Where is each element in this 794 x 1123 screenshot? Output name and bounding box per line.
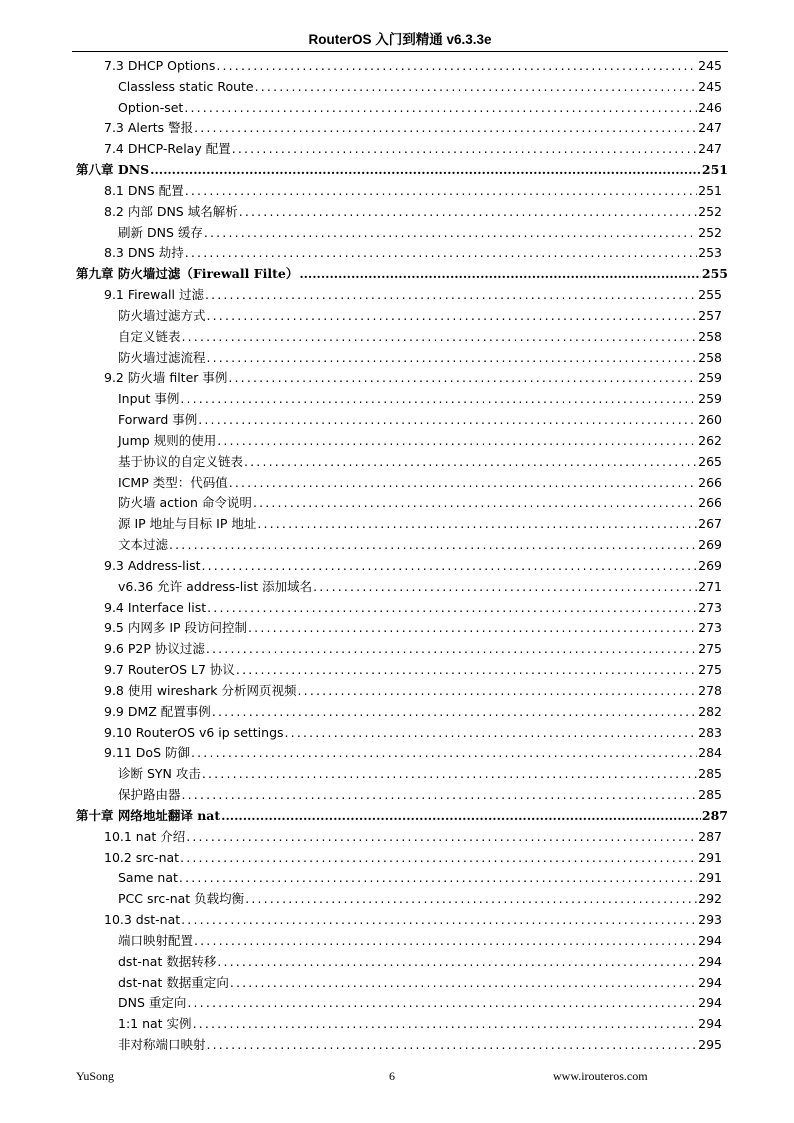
- toc-entry-title: 9.11 DoS 防御: [104, 745, 190, 761]
- toc-entry-level-2[interactable]: [104, 702, 722, 723]
- toc-entry-page: 258: [698, 328, 722, 344]
- toc-entry-title: Classless static Route: [118, 78, 254, 94]
- toc-entry-page: 287: [698, 828, 722, 844]
- toc-entry-title: dst-nat 数据重定向: [118, 974, 229, 990]
- footer-author: YuSong: [76, 1069, 115, 1083]
- toc-entry-page: 267: [698, 516, 722, 532]
- toc-entry-page: 275: [698, 662, 722, 678]
- toc-entry-page: 265: [698, 453, 722, 469]
- toc-entry-level-1[interactable]: [76, 264, 728, 285]
- toc-entry-level-3[interactable]: [118, 431, 722, 452]
- toc-entry-page: 285: [698, 787, 722, 803]
- toc-entry-level-3[interactable]: [118, 493, 722, 514]
- toc-entry-page: 247: [698, 141, 722, 157]
- toc-entry-title: DNS 重定向: [118, 995, 187, 1011]
- toc-entry-title: 9.4 Interface list: [104, 599, 207, 615]
- toc-entry-title: 非对称端口映射: [118, 1037, 206, 1052]
- toc-dot-leader: [205, 285, 697, 306]
- toc-entry-title: 9.1 Firewall 过滤: [104, 287, 204, 303]
- toc-entry-page: 282: [698, 703, 722, 719]
- toc-dot-leader: [194, 931, 697, 952]
- toc-entry-level-3[interactable]: [118, 952, 722, 973]
- toc-entry-page: 275: [698, 641, 722, 657]
- header-rule: [72, 51, 728, 52]
- toc-entry-page: 285: [698, 766, 722, 782]
- toc-entry-level-2[interactable]: [104, 660, 722, 681]
- toc-entry-title: 7.3 Alerts 警报: [104, 120, 194, 136]
- toc-dot-leader: [202, 764, 697, 785]
- toc-entry-page: 247: [698, 120, 722, 136]
- toc-entry-page: 260: [698, 412, 722, 428]
- toc-entry-page: 257: [698, 307, 722, 323]
- toc-entry-page: 295: [698, 1037, 722, 1052]
- toc-entry-level-3[interactable]: [118, 577, 722, 598]
- toc-dot-leader: [182, 327, 698, 348]
- toc-entry-title: 8.2 内部 DNS 域名解析: [104, 203, 238, 219]
- toc-entry-level-3[interactable]: [118, 410, 722, 431]
- toc-entry-page: 245: [698, 78, 722, 94]
- toc-dot-leader: [313, 577, 697, 598]
- toc-entry-level-3[interactable]: [118, 931, 722, 952]
- toc-entry-level-3[interactable]: [118, 889, 722, 910]
- running-header: RouterOS 入门到精通 v6.3.3e: [308, 32, 492, 47]
- toc-entry-title: 源 IP 地址与目标 IP 地址: [118, 516, 257, 532]
- toc-entry-level-3[interactable]: [118, 868, 722, 889]
- toc-dot-leader: [228, 368, 697, 389]
- toc-entry-page: 266: [698, 495, 722, 511]
- toc-dot-leader: [255, 77, 698, 98]
- toc-dot-leader: [207, 306, 698, 327]
- toc-entry-title: 1:1 nat 实例: [118, 1016, 192, 1032]
- toc-entry-page: 245: [698, 58, 722, 73]
- toc-entry-level-3[interactable]: [118, 785, 722, 806]
- toc-entry-title: 第九章 防火墙过滤（Firewall Filte）: [76, 266, 299, 282]
- toc-entry-level-2[interactable]: [104, 556, 722, 577]
- toc-entry-page: 246: [698, 99, 722, 115]
- toc-entry-level-3[interactable]: [118, 306, 722, 327]
- toc-entry-page: 259: [698, 370, 722, 386]
- toc-entry-level-3[interactable]: [118, 514, 722, 535]
- toc-entry-page: 294: [698, 974, 722, 990]
- toc-dot-leader: [239, 202, 697, 223]
- toc-entry-title: 第八章 DNS: [76, 162, 150, 178]
- toc-entry-page: 262: [698, 432, 722, 448]
- toc-entry-title: 文本过滤: [118, 537, 169, 553]
- toc-entry-title: 9.3 Address-list: [104, 557, 201, 573]
- toc-entry-level-3[interactable]: [118, 389, 722, 410]
- toc-entry-page: 255: [701, 266, 728, 282]
- toc-entry-page: 251: [698, 182, 722, 198]
- toc-entry-title: 保护路由器: [118, 787, 181, 803]
- toc-entry-level-3[interactable]: [118, 1014, 722, 1035]
- toc-entry-page: 258: [698, 349, 722, 365]
- toc-dot-leader: [181, 910, 697, 931]
- toc-entry-page: 291: [698, 849, 722, 865]
- toc-entry-page: 266: [698, 474, 722, 490]
- toc-dot-leader: [187, 993, 697, 1014]
- toc-dot-leader: [232, 139, 697, 160]
- toc-entry-level-1[interactable]: [76, 806, 728, 827]
- toc-entry-level-2[interactable]: [104, 848, 722, 869]
- toc-dot-leader: [207, 348, 698, 369]
- toc-entry-page: 294: [698, 995, 722, 1011]
- toc-entry-level-2[interactable]: [104, 56, 722, 77]
- toc-entry-level-3[interactable]: [118, 327, 722, 348]
- toc-entry-level-3[interactable]: [118, 77, 722, 98]
- toc-dot-leader: [185, 181, 697, 202]
- toc-entry-level-3[interactable]: [118, 452, 722, 473]
- toc-entry-page: 269: [698, 557, 722, 573]
- toc-entry-title: v6.36 允许 address-list 添加域名: [118, 578, 313, 594]
- toc-dot-leader: [244, 452, 697, 473]
- toc-entry-level-3[interactable]: [118, 223, 722, 244]
- toc-entry-page: 294: [698, 932, 722, 948]
- toc-entry-title: Forward 事例: [118, 412, 198, 428]
- toc-entry-page: 269: [698, 537, 722, 553]
- toc-dot-leader: [206, 639, 697, 660]
- footer-website: www.irouteros.com: [553, 1069, 648, 1083]
- toc-entry-page: 252: [698, 224, 722, 240]
- toc-entry-level-2[interactable]: [104, 243, 722, 264]
- toc-entry-level-2[interactable]: [104, 118, 722, 139]
- footer-page-number: 6: [389, 1069, 395, 1083]
- toc-dot-leader: [185, 243, 697, 264]
- toc-dot-leader: [193, 1014, 698, 1035]
- toc-dot-leader: [150, 160, 701, 181]
- toc-dot-leader: [245, 889, 697, 910]
- toc-entry-page: 292: [698, 891, 722, 907]
- toc-dot-leader: [217, 952, 697, 973]
- toc-dot-leader: [221, 806, 701, 827]
- toc-dot-leader: [194, 118, 697, 139]
- toc-entry-title: 9.2 防火墙 filter 事例: [104, 370, 228, 386]
- toc-entry-title: Option-set: [118, 99, 184, 115]
- toc-entry-title: Same nat: [118, 870, 178, 886]
- toc-entry-level-3[interactable]: [118, 764, 722, 785]
- toc-entry-level-2[interactable]: [104, 681, 722, 702]
- toc-entry-page: 273: [698, 599, 722, 615]
- toc-dot-leader: [207, 598, 697, 619]
- toc-entry-title: 9.6 P2P 协议过滤: [104, 641, 205, 657]
- toc-entry-level-2[interactable]: [104, 743, 722, 764]
- toc-entry-level-2[interactable]: [104, 827, 722, 848]
- toc-entry-level-2[interactable]: [104, 639, 722, 660]
- toc-entry-page: 251: [701, 162, 728, 178]
- toc-entry-level-2[interactable]: [104, 285, 722, 306]
- toc-entry-page: 283: [698, 724, 722, 740]
- toc-dot-leader: [236, 660, 697, 681]
- toc-dot-leader: [212, 702, 697, 723]
- toc-entry-title: 刷新 DNS 缓存: [118, 224, 203, 240]
- toc-entry-level-3[interactable]: [118, 98, 722, 119]
- toc-dot-leader: [182, 785, 698, 806]
- toc-entry-title: 防火墙过滤方式: [118, 307, 206, 323]
- toc-dot-leader: [186, 827, 697, 848]
- toc-entry-title: 10.1 nat 介绍: [104, 828, 186, 844]
- toc-entry-title: Jump 规则的使用: [118, 432, 217, 448]
- toc-entry-level-3[interactable]: [118, 348, 722, 369]
- toc-entry-level-2[interactable]: [104, 910, 722, 931]
- toc-entry-page: 259: [698, 391, 722, 407]
- toc-entry-level-3[interactable]: [118, 535, 722, 556]
- toc-entry-level-3[interactable]: [118, 973, 722, 994]
- toc-entry-title: 端口映射配置: [118, 932, 194, 948]
- toc-entry-page: 253: [698, 245, 722, 261]
- toc-entry-title: 防火墙过滤流程: [118, 349, 206, 365]
- toc-dot-leader: [217, 431, 697, 452]
- toc-dot-leader: [180, 848, 697, 869]
- toc-entry-page: 287: [701, 807, 728, 823]
- toc-entry-page: 294: [698, 953, 722, 969]
- toc-dot-leader: [253, 493, 697, 514]
- toc-entry-title: 9.7 RouterOS L7 协议: [104, 662, 235, 678]
- toc-dot-leader: [285, 723, 698, 744]
- toc-dot-leader: [191, 743, 697, 764]
- toc-dot-leader: [216, 56, 697, 77]
- toc-dot-leader: [169, 535, 697, 556]
- toc-entry-title: 8.1 DNS 配置: [104, 182, 184, 198]
- toc-dot-leader: [180, 389, 697, 410]
- toc-entry-level-2[interactable]: [104, 598, 722, 619]
- toc-dot-leader: [202, 556, 698, 577]
- toc-entry-title: 10.2 src-nat: [104, 849, 180, 865]
- toc-entry-page: 291: [698, 870, 722, 886]
- toc-dot-leader: [248, 618, 697, 639]
- toc-entry-level-2[interactable]: [104, 723, 722, 744]
- toc-entry-title: 9.8 使用 wireshark 分析网页视频: [104, 682, 297, 698]
- toc-entry-title: 9.5 内网多 IP 段访问控制: [104, 620, 248, 636]
- toc-entry-level-1[interactable]: [76, 160, 728, 181]
- toc-entry-page: 294: [698, 1016, 722, 1032]
- toc-entry-title: 9.10 RouterOS v6 ip settings: [104, 724, 284, 740]
- toc-entry-level-3[interactable]: [118, 993, 722, 1014]
- toc-entry-page: 293: [698, 912, 722, 928]
- toc-entry-title: 基于协议的自定义链表: [118, 453, 244, 469]
- toc-entry-title: 自定义链表: [118, 328, 181, 344]
- toc-entry-level-2[interactable]: [104, 139, 722, 160]
- toc-entry-level-2[interactable]: [104, 368, 722, 389]
- toc-entry-level-2[interactable]: [104, 202, 722, 223]
- toc-entry-page: 255: [698, 287, 722, 303]
- toc-entry-level-3[interactable]: [118, 1035, 722, 1056]
- toc-entry-title: 防火墙 action 命令说明: [118, 495, 252, 511]
- toc-entry-title: dst-nat 数据转移: [118, 953, 217, 969]
- toc-dot-leader: [204, 223, 697, 244]
- toc-entry-level-2[interactable]: [104, 181, 722, 202]
- toc-entry-title: 9.9 DMZ 配置事例: [104, 703, 211, 719]
- toc-dot-leader: [257, 514, 697, 535]
- toc-dot-leader: [230, 973, 697, 994]
- toc-entry-page: 273: [698, 620, 722, 636]
- toc-entry-page: 252: [698, 203, 722, 219]
- toc-entry-title: 7.3 DHCP Options: [104, 58, 216, 73]
- toc-dot-leader: [207, 1035, 698, 1056]
- toc-dot-leader: [184, 98, 697, 119]
- toc-entry-title: 7.4 DHCP-Relay 配置: [104, 141, 231, 157]
- toc-entry-level-2[interactable]: [104, 618, 722, 639]
- toc-entry-page: 278: [698, 682, 722, 698]
- toc-entry-title: PCC src-nat 负载均衡: [118, 891, 245, 907]
- toc-entry-level-3[interactable]: [118, 473, 722, 494]
- toc-dot-leader: [298, 681, 698, 702]
- toc-dot-leader: [229, 473, 697, 494]
- toc-dot-leader: [299, 264, 701, 285]
- toc-entry-title: 10.3 dst-nat: [104, 912, 181, 928]
- toc-dot-leader: [198, 410, 697, 431]
- toc-entry-title: 第十章 网络地址翻译 nat: [76, 807, 221, 823]
- toc-entry-title: 8.3 DNS 劫持: [104, 245, 184, 261]
- toc-entry-page: 284: [698, 745, 722, 761]
- toc-entry-title: ICMP 类型：代码值: [118, 474, 228, 490]
- toc-entry-title: 诊断 SYN 攻击: [118, 766, 201, 782]
- toc-entry-title: Input 事例: [118, 391, 180, 407]
- toc-entry-page: 271: [698, 578, 722, 594]
- toc-dot-leader: [179, 868, 697, 889]
